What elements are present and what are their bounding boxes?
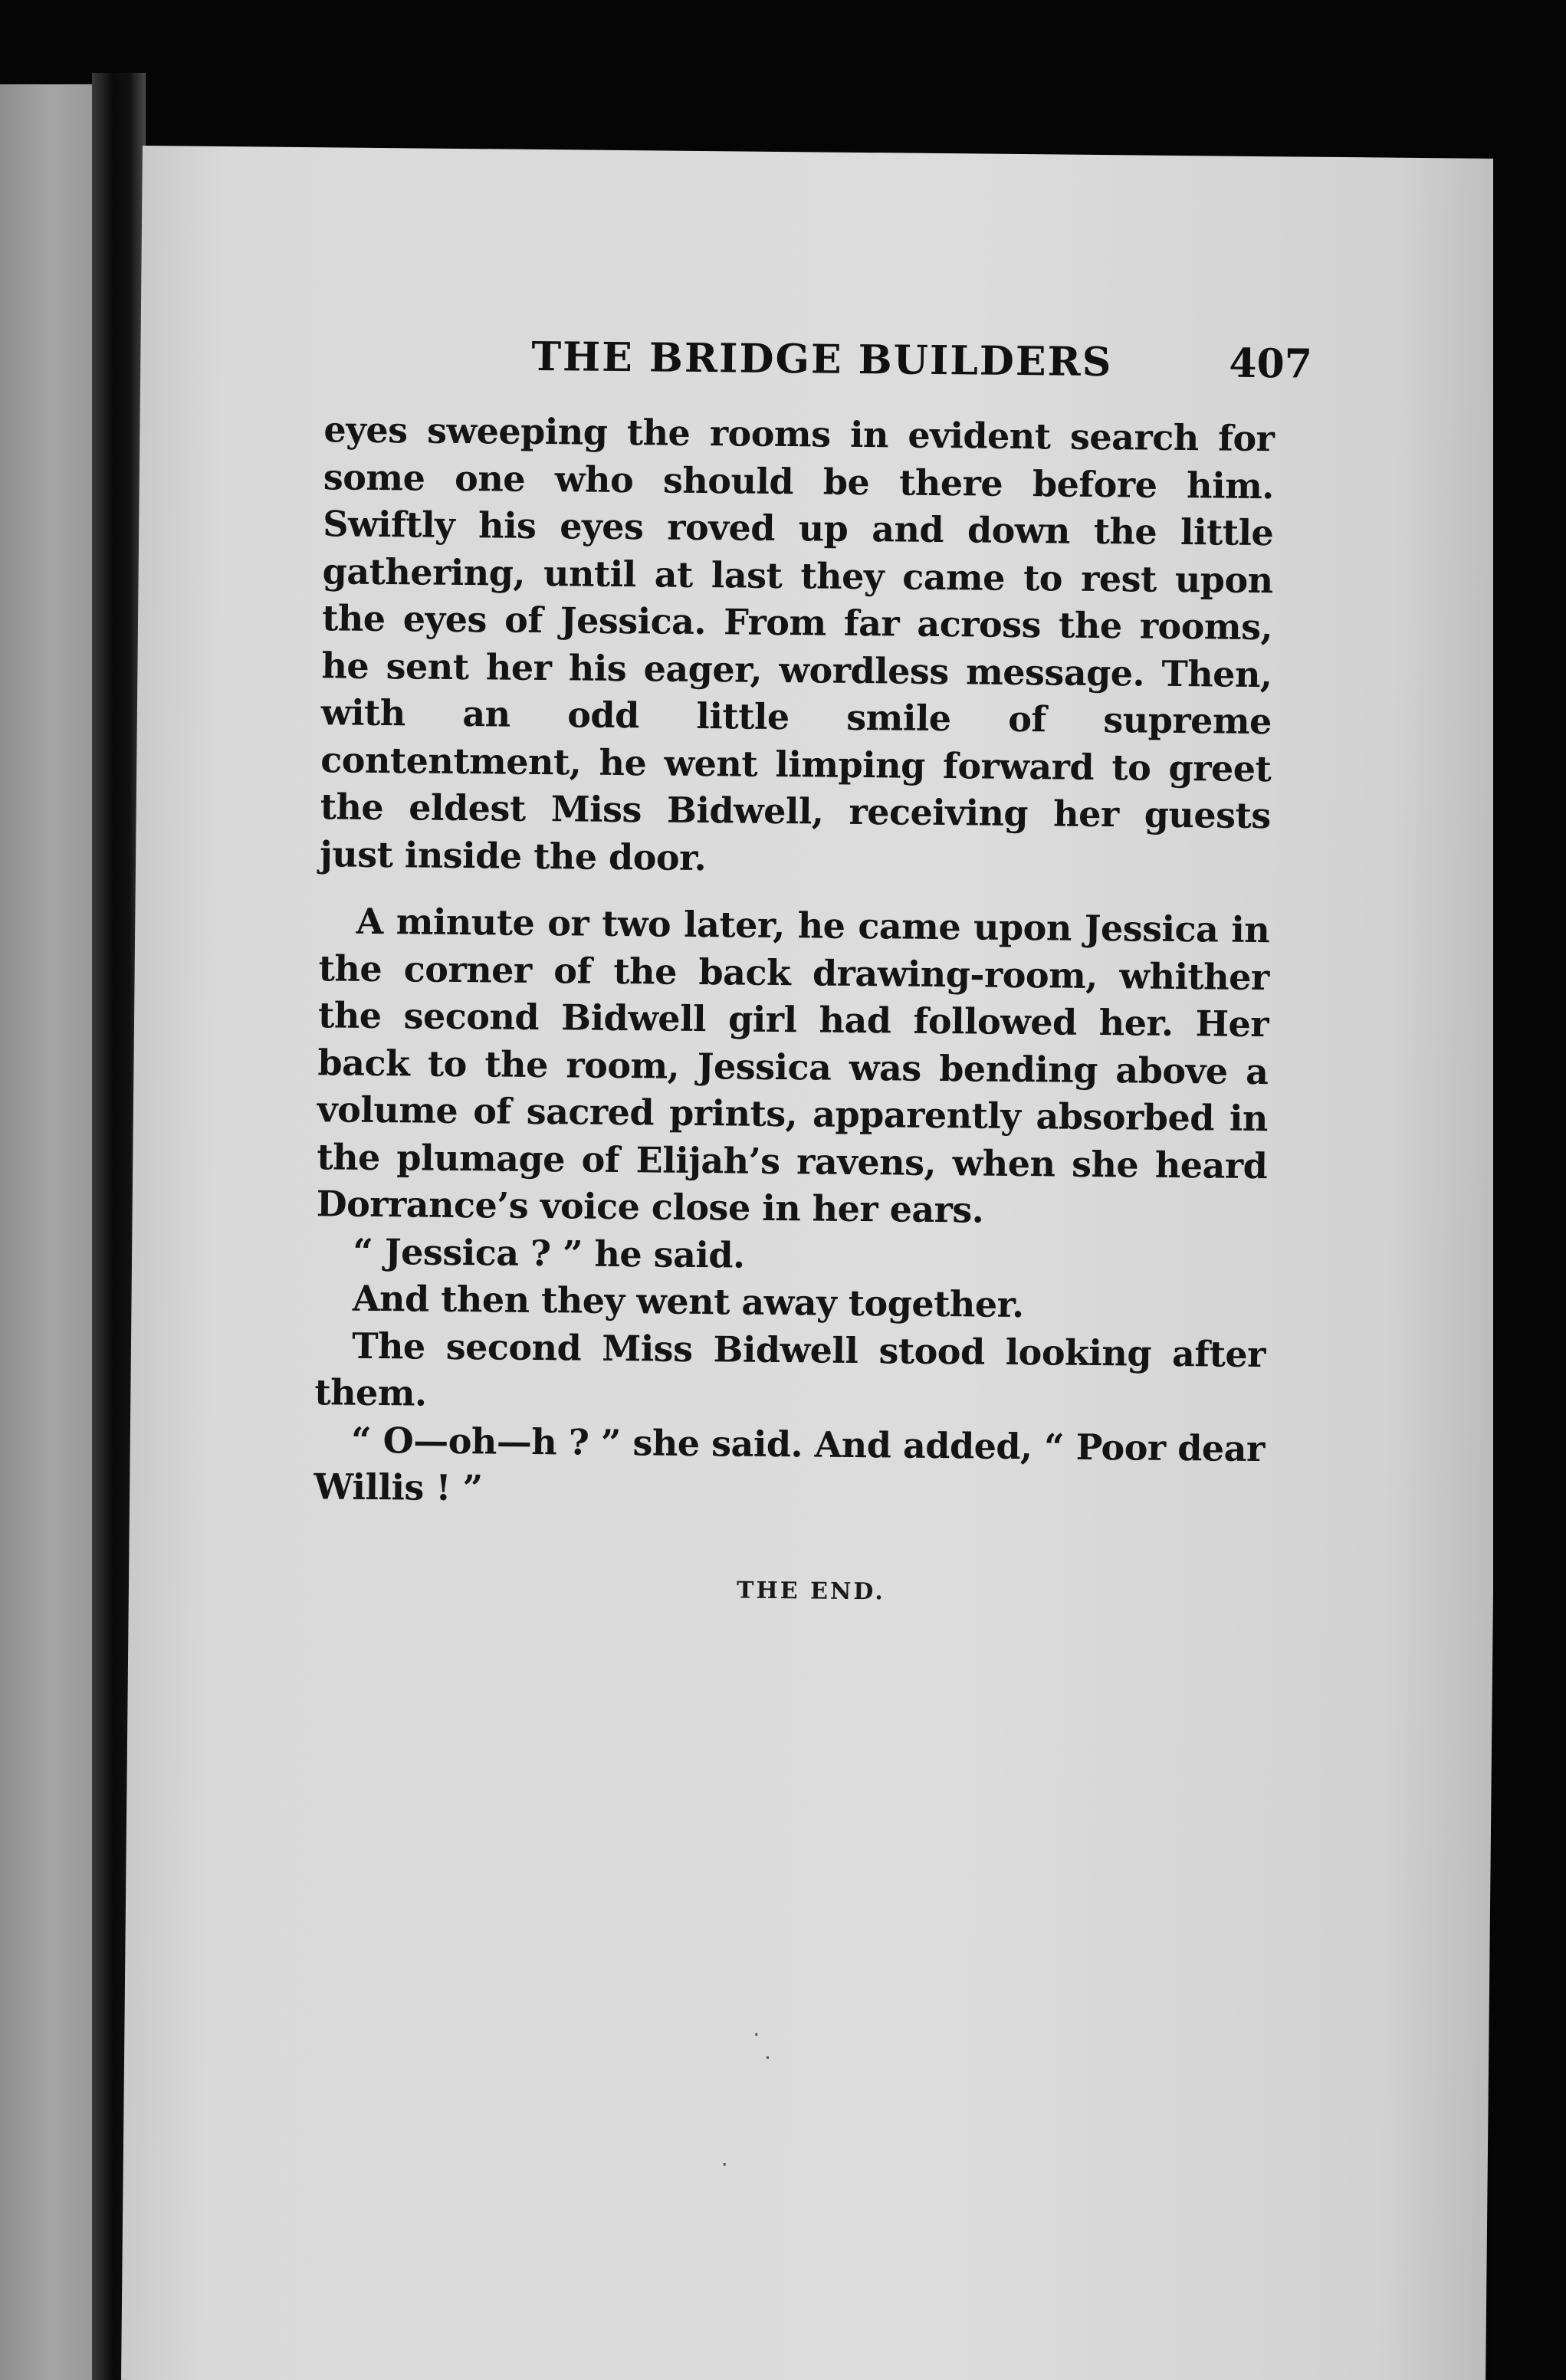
paper-speck: · <box>753 2021 760 2047</box>
page-body <box>121 146 1507 2380</box>
running-header <box>141 330 1505 388</box>
running-title: THE BRIDGE BUILDERS <box>531 333 1113 386</box>
paragraph-3: “ Jessica ? ” he said. <box>353 1230 745 1276</box>
paragraph-5: The second Miss Bidwell stood looking after them. <box>314 1325 1266 1414</box>
the-end-marker: THE END. <box>736 1577 885 1606</box>
paragraph-2: A minute or two later, he came upon Jessica in the corner of the back drawing-room, whither the second Bidwell girl had followed her. Her back to the room, Jessica was bending above a volume of sacred prints, apparently absorbed in the plumage of Elijah’s ravens, when she heard Dorrance’s voice close in her ears. <box>316 900 1270 1231</box>
paragraph-1: eyes sweeping the rooms in evident search for some one who should be there before him. Swiftly his eyes roved up and down the little gathering, until at last they came to rest upon the eyes of Jessica. From far across the rooms, he sent her his eager, wordless message. Then, with an odd little smile of supreme contentment, he went limping forward to greet the eldest Miss Bidwell, receiving her guests just inside the door. <box>319 409 1275 878</box>
page-number: 407 <box>1229 340 1313 388</box>
paragraph-6: “ O—oh—h ? ” she said. And added, “ Poor dear Willis ! ” <box>313 1419 1266 1509</box>
scan-border-right <box>1493 153 1566 2380</box>
paper-speck: · <box>763 2044 772 2070</box>
body-text <box>314 406 1275 1519</box>
paragraph-4: And then they went away together. <box>352 1277 1024 1326</box>
paper-speck: · <box>721 2152 728 2178</box>
facing-page-edge <box>0 84 92 2380</box>
